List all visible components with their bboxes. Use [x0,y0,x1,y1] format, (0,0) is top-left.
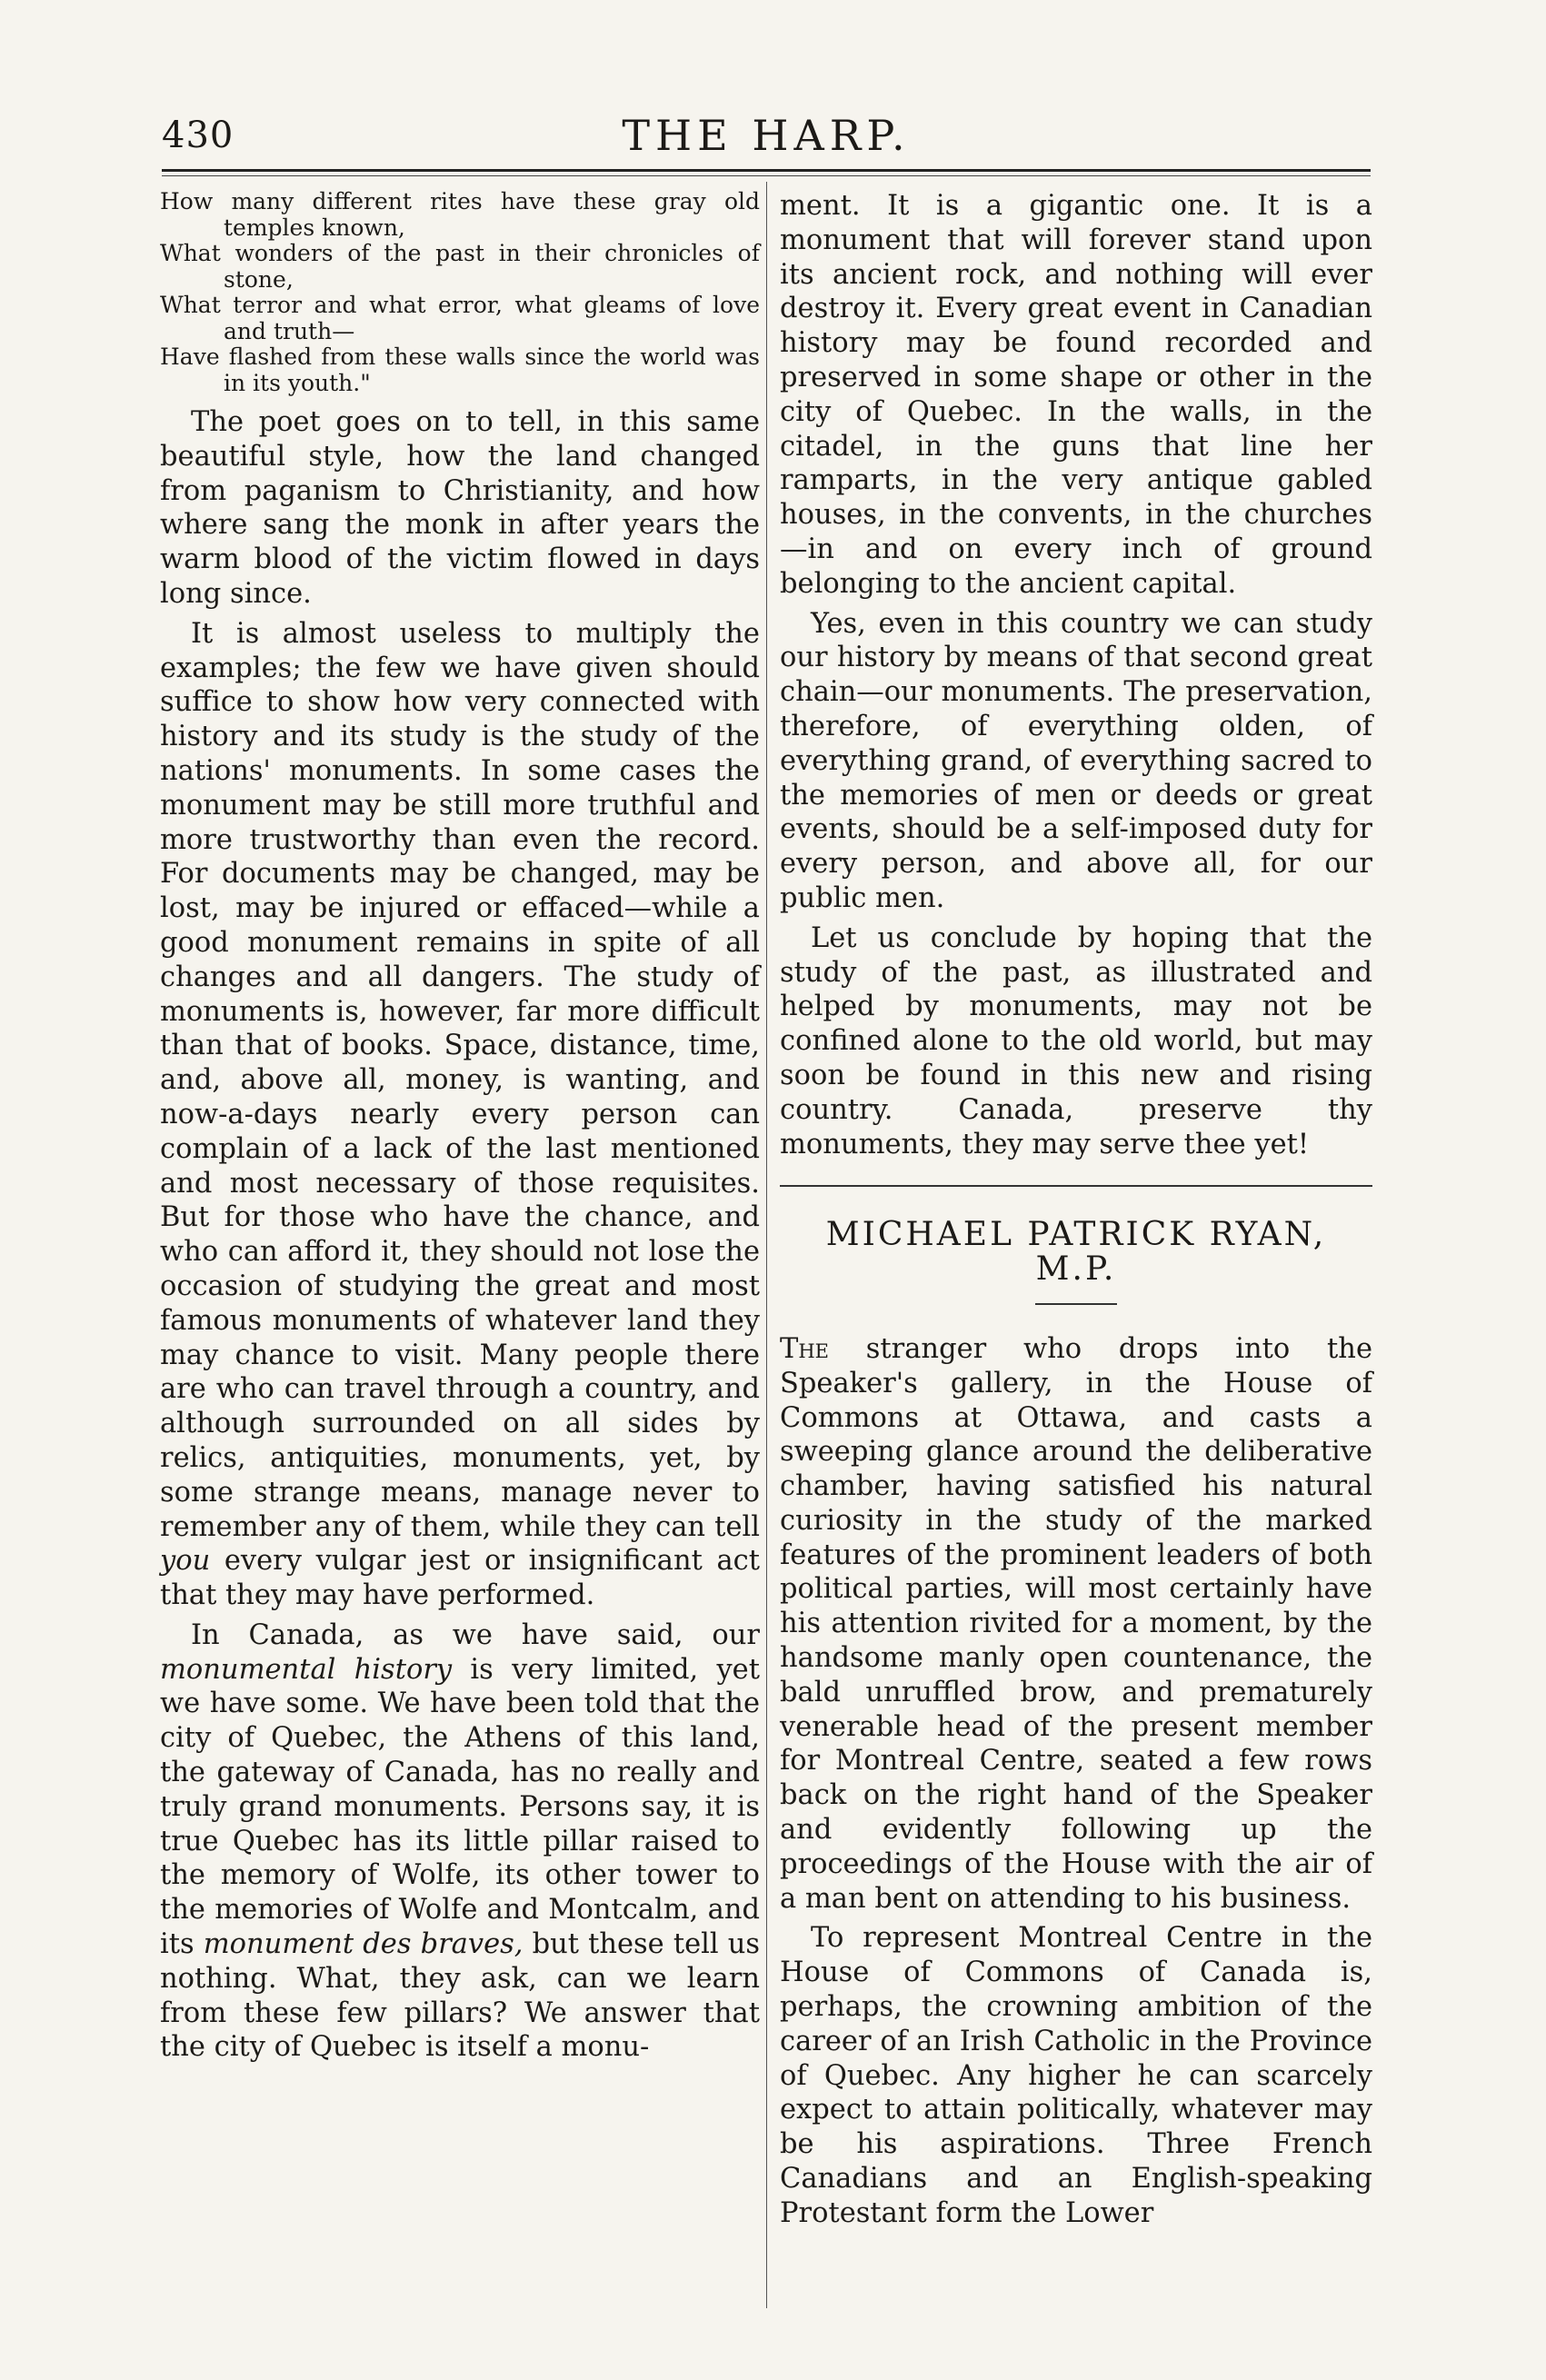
paragraph-stranger: The stranger who drops into the Speaker's gallery, in the House of Commons at Ottawa, and casts a sweeping glance around the deliberative chamber, having satisfied his natural curiosity in the study of the marked features of the prominent leaders of both political parties, will most certainly have his attention rivited for a moment, by the handsome manly open countenance, the bald unruffled brow, and prematurely venerable head of the present member for Montreal Centre, seated a few rows back on the right hand of the Speaker and evidently following up the proceedings of the House with the air of a man bent on attending to his business. [780,1332,1372,1915]
poem-line: How many different rites have these gray old temples known, [160,188,760,241]
lead-word: The [780,1332,829,1365]
column-divider [766,182,767,2308]
paragraph-examples: It is almost useless to multiply the examples; the few we have given should suffice to show how very connected with history and its study is the study of the nations' monuments. In some cases the monument may be still more truthful and more trustworthy than even the record. For documents may be changed, may be lost, may be injured or effaced—while a good monument remains in spite of all changes and all dangers. The study of monuments is, however, far more difficult than that of books. Space, distance, time, and, above all, money, is wanting, and now-a-days nearly every person can complain of a lack of the last mentioned and most necessary of those requisites. But for those who have the chance, and who can afford it, they should not lose the occasion of studying the great and most famous monuments of whatever land they may chance to visit. Many people there are who can travel through a country, and although surrounded on all sides by relics, antiquities, monuments, yet, by some strange means, manage never to remember any of them, while they can tell you every vulgar jest or insignificant act that they may have performed. [160,617,760,1612]
paragraph-yes: Yes, even in this country we can study our history by means of that second great chain—our monuments. The preservation, therefore, of everything olden, of everything grand, of everything sacred to the memories of men or deeds or great events, should be a self-imposed duty for every person, and above all, for our public men. [780,607,1372,914]
poem-excerpt [160,189,760,396]
paragraph-canada: In Canada, as we have said, our monumental history is very limited, yet we have some. We have been told that the city of Quebec, the Athens of this land, the gateway of Canada, has no really and truly grand monuments. Persons say, it is true Quebec has its little pillar raised to the memory of Wolfe, its other tower to the memories of Wolfe and Montcalm, and its monument des braves, but these tell us nothing. What, they ask, can we learn from these few pillars? We answer that the city of Quebec is itself a monu- [160,1618,761,2064]
title-underline [1035,1303,1117,1305]
poem-line: What wonders of the past in their chronicles of stone, [160,240,760,293]
paragraph-poet: The poet goes on to tell, in this same beautiful style, how the land changed from paganism to Christianity, and how where sang the monk in after years the warm blood of the victim flowed in days long since. [160,406,760,610]
right-column [780,189,1372,2236]
paragraph-continued: ment. It is a gigantic one. It is a monument that will forever stand upon its ancient rock, and nothing will ever destroy it. Every great event in Canadian history may be found recorded and preserved in some shape or other in the city of Quebec. In the walls, in the citadel, in the guns that line her ramparts, in the very antique gabled houses, in the convents, in the churches—in and on every inch of ground belonging to the ancient capital. [780,190,1372,600]
poem-line: Have flashed from these walls since the world was in its youth." [160,344,760,396]
section-rule [780,1185,1372,1187]
poem-line: What terror and what error, what gleams of love and truth— [160,292,760,344]
header-rule [162,169,1371,172]
page-number: 430 [162,115,234,156]
paragraph-conclude: Let us conclude by hoping that the study of the past, as illustrated and helped by monuments, may not be confined alone to the old world, but may soon be found in this new and rising country. Canada, preserve thy monuments, they may serve thee yet! [780,921,1372,1160]
article-title: MICHAEL PATRICK RYAN, M.P. [825,1216,1327,1289]
running-title: THE HARP. [622,111,911,160]
left-column [160,189,760,2070]
paragraph-represent: To represent Montreal Centre in the House of Commons of Canada is, perhaps, the crowning ambition of the career of an Irish Catholic in the Province of Quebec. Any higher he can scarcely expect to attain politically, whatever may be his aspirations. Three French Canadians and an English-speaking Protestant form the Lower [780,1922,1372,2229]
page-header [162,107,1371,171]
header-rule-thin [162,175,1371,176]
